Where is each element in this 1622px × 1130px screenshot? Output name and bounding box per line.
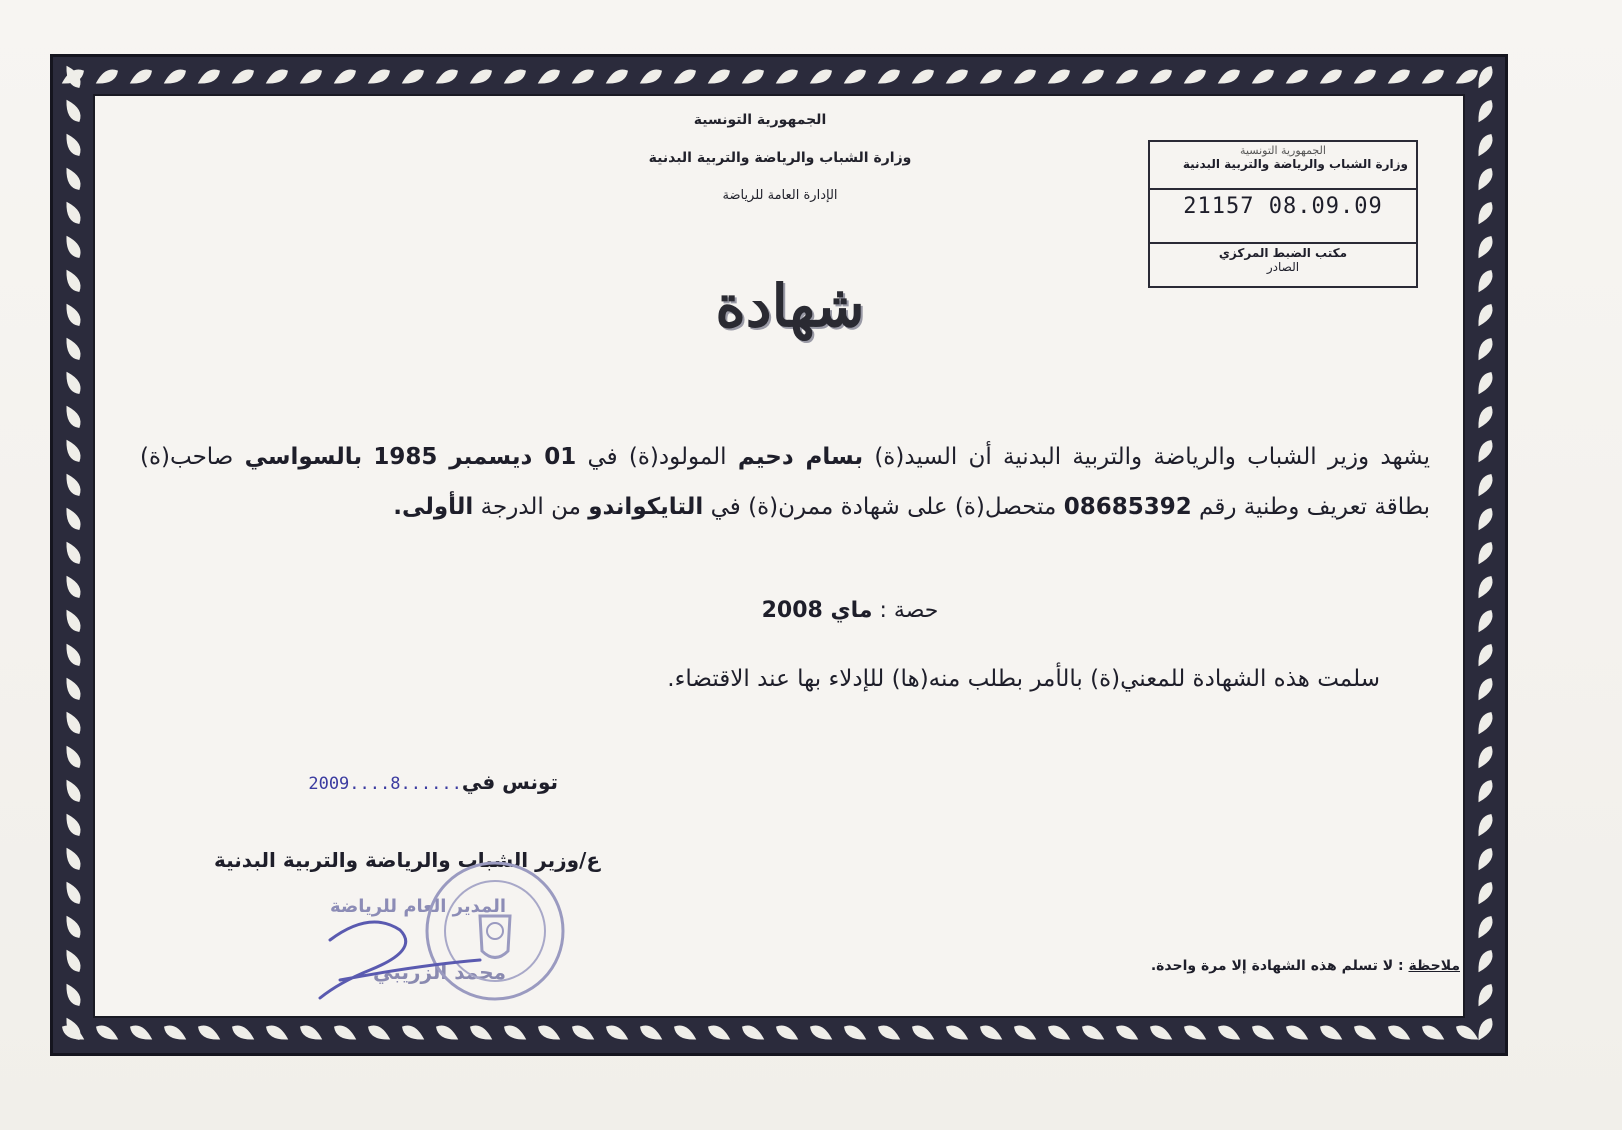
header-republic: الجمهورية التونسية — [693, 112, 827, 128]
birth-date: 01 ديسمبر 1985 — [373, 444, 577, 470]
registry-stamp-outgoing: الصادر — [1266, 260, 1300, 274]
note-text: : لا تسلم هذه الشهادة إلا مرة واحدة. — [1150, 958, 1409, 974]
note-label: ملاحظة — [1408, 958, 1460, 974]
registry-stamp-republic: الجمهورية التونسية — [1240, 144, 1326, 157]
session-value: ماي 2008 — [761, 598, 873, 623]
body-text-3 — [362, 444, 373, 470]
registry-stamp-top — [1150, 142, 1416, 190]
body-text-4: صاحب(ة) بطاقة تعريف وطنية رقم — [140, 444, 1430, 520]
place-date-label: تونس في — [461, 770, 558, 794]
signatory-title-stamp: المدير العام للرياضة — [329, 896, 506, 917]
header-directorate: الإدارة العامة للرياضة — [722, 188, 838, 203]
registry-stamp-ministry: وزارة الشباب والرياضة والتربية البدنية — [1182, 157, 1408, 171]
place-date-value: 2009....8...... — [308, 774, 462, 794]
degree-level: الأولى. — [393, 494, 474, 520]
session-line — [640, 598, 1060, 623]
header-ministry: وزارة الشباب والرياضة والتربية البدنية — [648, 150, 912, 166]
body-text-5: متحصل(ة) على شهادة ممرن(ة) في — [703, 494, 1064, 520]
birth-place: بالسواسي — [244, 444, 363, 470]
body-text-6: من الدرجة — [473, 494, 589, 520]
registry-stamp — [1148, 140, 1418, 288]
session-label: حصة : — [872, 598, 939, 623]
sport-name: التايكواندو — [588, 494, 704, 520]
signatory-line: ع/وزير الشباب والرياضة والتربية البدنية — [213, 848, 600, 872]
holder-name: بسام دحيم — [737, 444, 864, 470]
registry-number-date: 21157 08.09.09 — [1183, 194, 1383, 219]
delivery-statement: سلمت هذه الشهادة للمعني(ة) بالأمر بطلب منه(ها) للإدلاء بها عند الاقتضاء. — [667, 666, 1380, 692]
note-line — [1050, 958, 1460, 974]
body-text-2: المولود(ة) في — [576, 444, 738, 470]
certificate-body — [140, 432, 1430, 532]
certificate-title: شهادة — [715, 272, 865, 340]
registry-stamp-office: مكتب الضبط المركزي — [1218, 246, 1348, 260]
body-text-1: يشهد وزير الشباب والرياضة والتربية البدنية أن السيد(ة) — [863, 444, 1430, 470]
registry-stamp-bottom — [1150, 242, 1416, 286]
id-number: 08685392 — [1063, 494, 1192, 520]
handwritten-signature — [300, 910, 500, 1000]
signatory-name-stamp: محمد الزريبي — [373, 960, 506, 984]
place-date-line — [238, 770, 558, 794]
